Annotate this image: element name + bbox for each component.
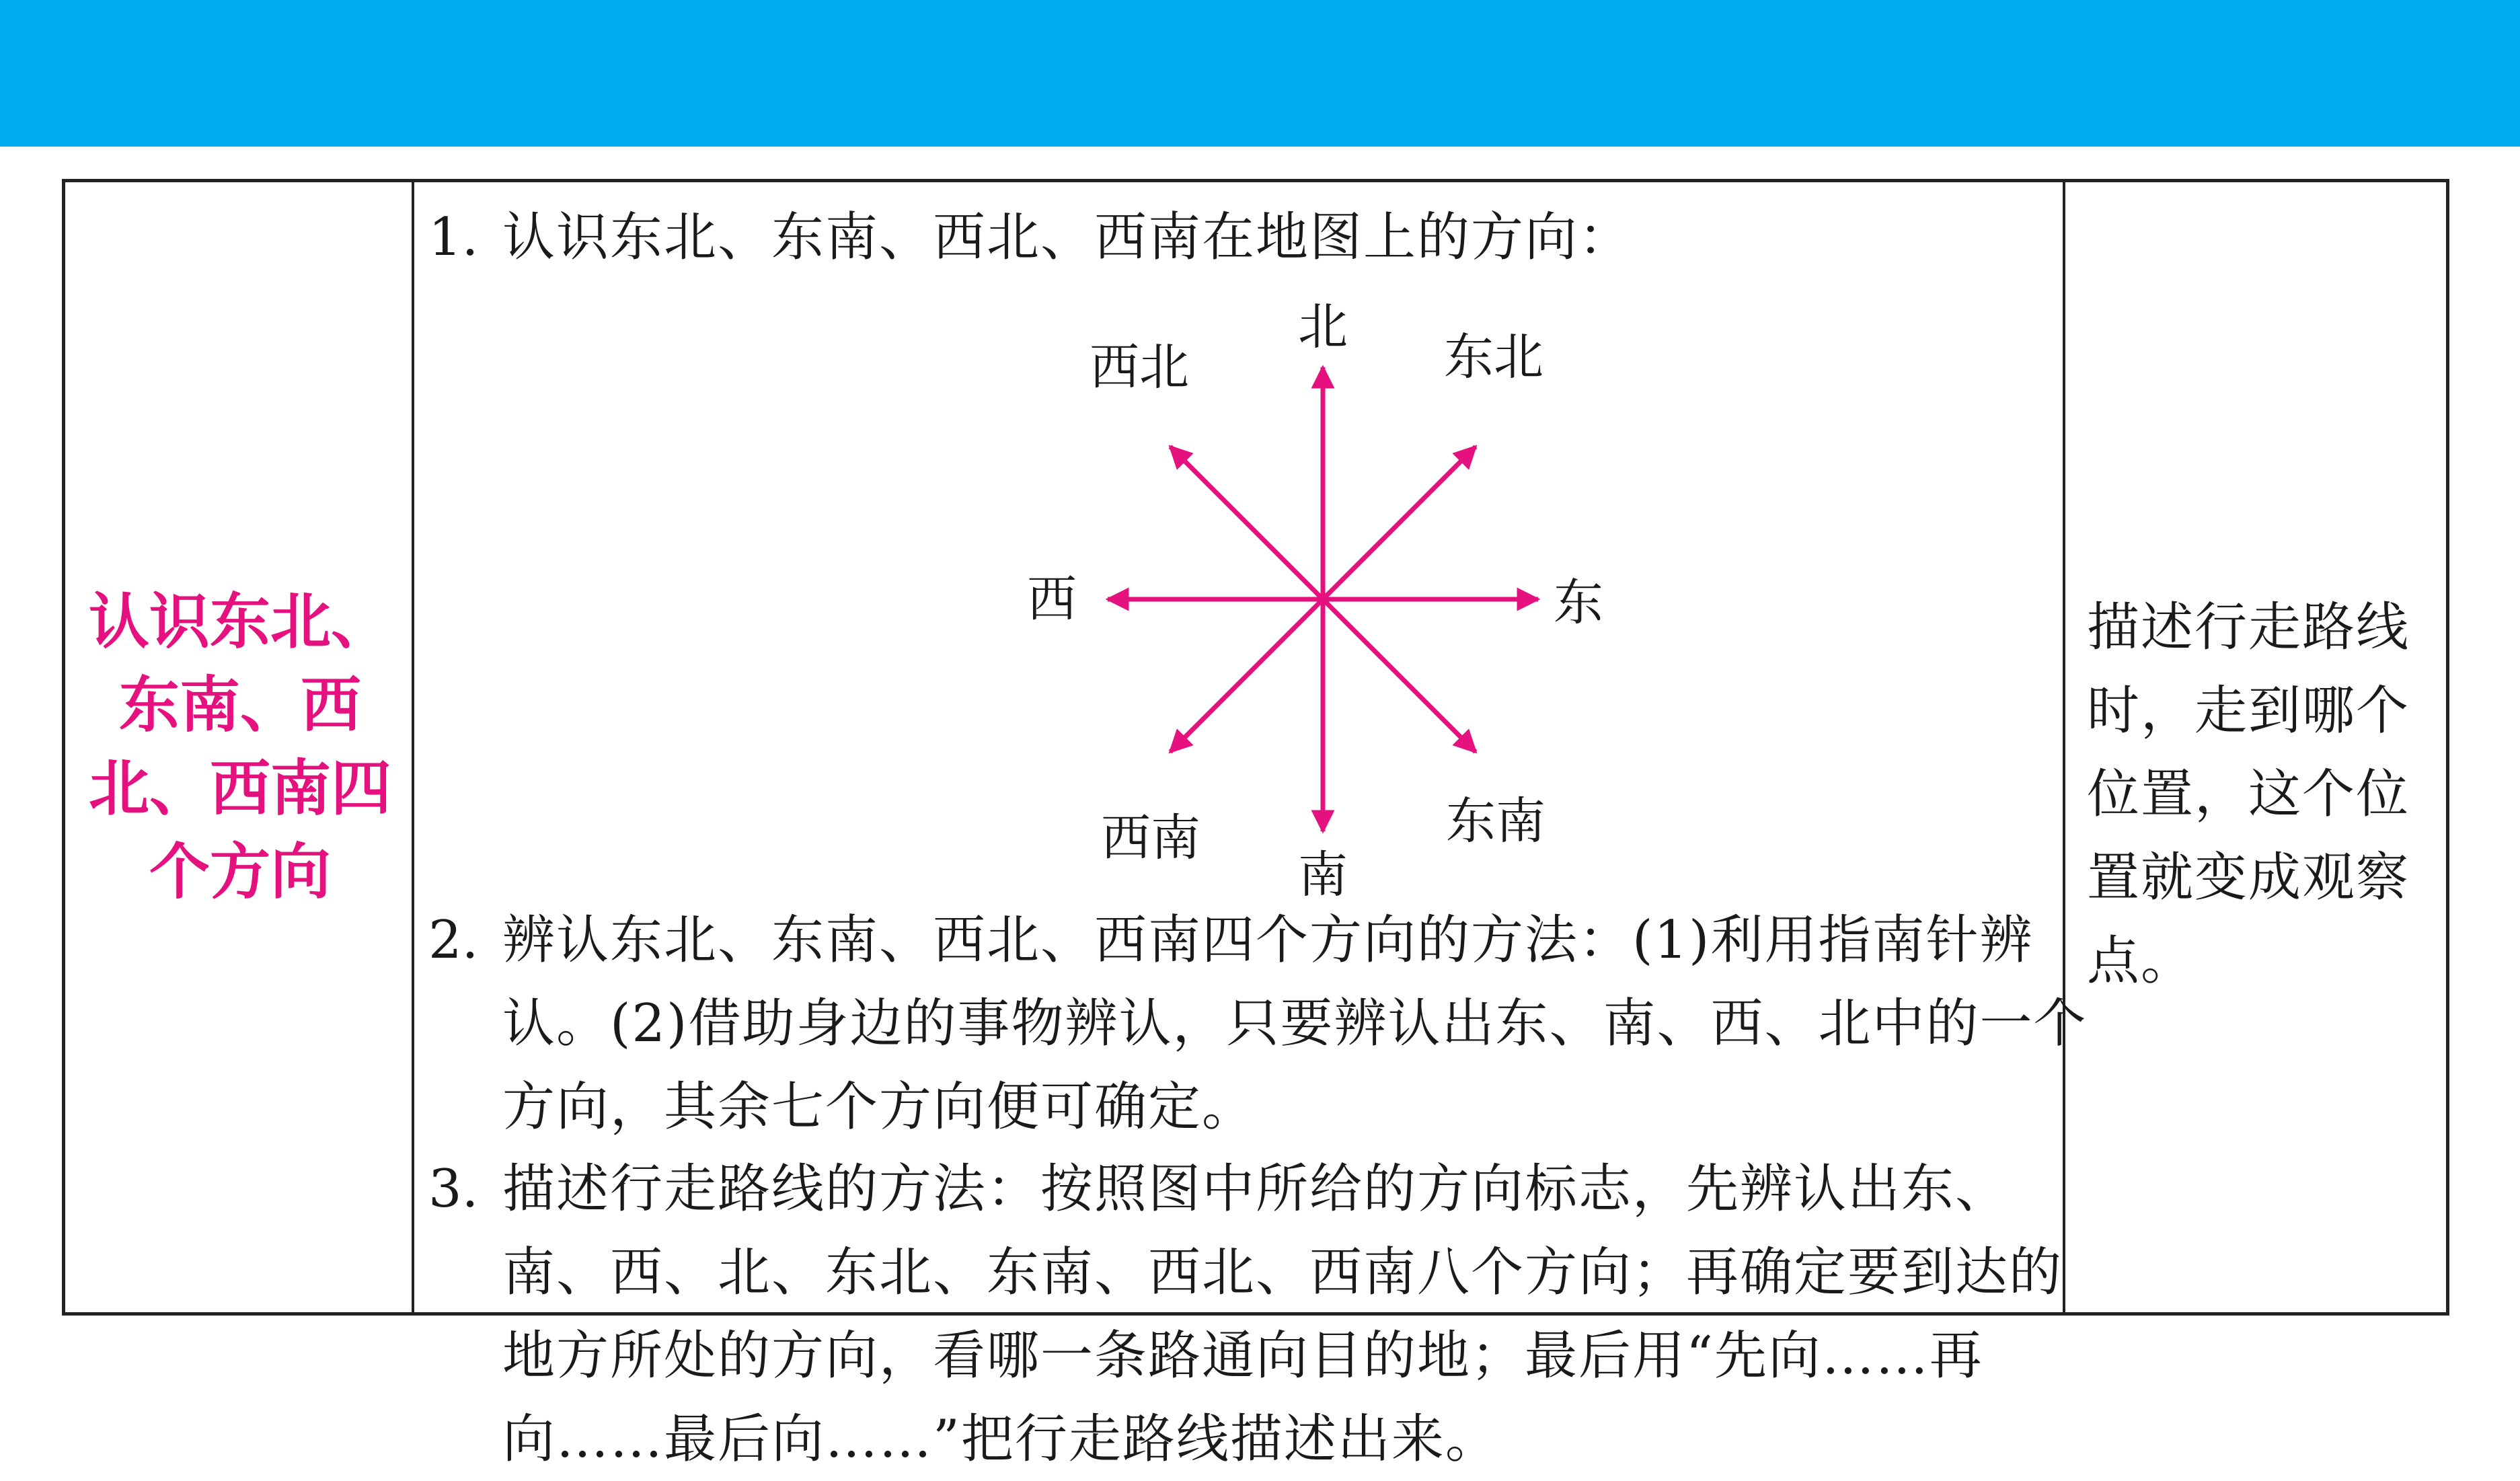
arrow-northwest [1170, 447, 1323, 599]
label-northwest: 西北 [1090, 338, 1189, 396]
topic-title: 认识东北、东南、西北、西南四个方向 [89, 586, 391, 907]
arrow-southwest [1170, 599, 1323, 752]
label-north: 北 [1298, 298, 1348, 356]
item-number: 1. [428, 207, 479, 268]
label-southeast: 东南 [1446, 792, 1545, 850]
item-text: 辨认东北、东南、西北、西南四个方向的方法：(1)利用指南针辨认。(2)借助身边的事物辨认，只要辨认出东、南、西、北中的一个方向，其余七个方向便可确定。 [502, 910, 2088, 1137]
item-text: 认识东北、东南、西北、西南在地图上的方向： [502, 207, 1633, 268]
item-text: 描述行走路线的方法：按照图中所给的方向标志，先辨认出东、南、西、北、东北、东南、西北、西南八个方向；再确定要到达的地方所处的方向，看哪一条路通向目的地；最后用“先向……再向……最后向……”把行走路线描述出来。 [502, 1159, 2063, 1470]
header-bar [0, 0, 2520, 147]
arrow-southeast [1323, 599, 1476, 752]
item-number: 3. [428, 1159, 479, 1219]
topic-cell [65, 182, 415, 1312]
content-cell [428, 182, 2096, 1470]
label-south: 南 [1298, 846, 1348, 904]
label-west: 西 [1027, 570, 1077, 628]
note-cell: 描述行走路线时，走到哪个位置，这个位置就变成观察点。 [2087, 597, 2410, 991]
item-number: 2. [428, 910, 479, 971]
arrow-northeast [1323, 447, 1476, 599]
knowledge-table [62, 179, 2449, 1470]
label-east: 东 [1554, 574, 1603, 632]
compass-diagram [987, 273, 1659, 912]
label-southwest: 西南 [1101, 809, 1200, 867]
label-northeast: 东北 [1444, 328, 1543, 386]
